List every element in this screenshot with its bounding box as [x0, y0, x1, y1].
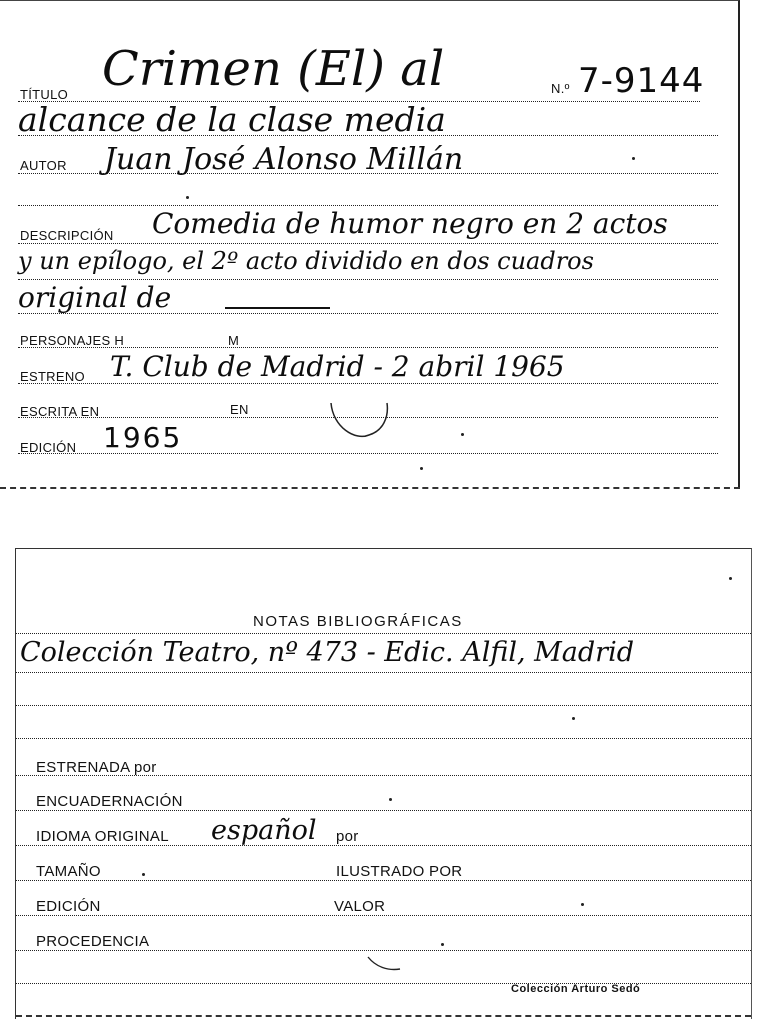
estrenada-label: ESTRENADA por	[36, 759, 157, 776]
rule-line	[18, 279, 718, 280]
rule-line	[16, 880, 751, 881]
titulo-label: TÍTULO	[20, 87, 69, 102]
procedencia-label: PROCEDENCIA	[36, 933, 150, 950]
escrita-en-label: EN	[230, 402, 249, 417]
notas-label: NOTAS BIBLIOGRÁFICAS	[253, 613, 463, 630]
autor-value: Juan José Alonso Millán	[104, 142, 464, 177]
rule-line	[16, 950, 751, 951]
punch-hole-icon	[325, 397, 395, 441]
speck	[420, 467, 423, 470]
card-edge	[16, 1015, 751, 1017]
numero-label: N.º	[551, 81, 570, 96]
speck	[441, 943, 444, 946]
estreno-label: ESTRENO	[20, 369, 85, 384]
encuadernacion-label: ENCUADERNACIÓN	[36, 793, 183, 810]
rule-line	[16, 915, 751, 916]
rule-line	[16, 983, 751, 984]
idioma-label: IDIOMA ORIGINAL	[36, 828, 169, 845]
rule-line	[16, 633, 751, 634]
catalog-card-back	[15, 548, 752, 1019]
descripcion-line1: Comedia de humor negro en 2 actos	[152, 207, 668, 240]
speck	[461, 433, 464, 436]
rule-line	[16, 845, 751, 846]
estreno-value: T. Club de Madrid - 2 abril 1965	[110, 350, 565, 383]
numero-value: 7-9144	[578, 61, 705, 101]
descripcion-label: DESCRIPCIÓN	[20, 228, 114, 243]
personajes-label: PERSONAJES H	[20, 333, 125, 348]
rule-line	[18, 205, 718, 206]
speck	[186, 196, 189, 199]
speck	[389, 798, 392, 801]
edicion-back-label: EDICIÓN	[36, 898, 101, 915]
catalog-card-front	[0, 0, 740, 489]
speck	[142, 873, 145, 876]
titulo-line1: Crimen (El) al	[102, 41, 445, 97]
coleccion-stamp: Colección Arturo Sedó	[511, 983, 641, 995]
speck	[632, 157, 635, 160]
speck	[581, 903, 584, 906]
blank-dash	[225, 307, 330, 309]
idioma-value: español	[211, 815, 317, 846]
personajes-m-label: M	[228, 333, 240, 348]
titulo-line2: alcance de la clase media	[18, 100, 446, 139]
tamano-label: TAMAÑO	[36, 863, 101, 880]
edicion-value: 1965	[103, 421, 183, 454]
rule-line	[18, 243, 718, 244]
speck	[572, 717, 575, 720]
ilustrado-label: ILUSTRADO POR	[336, 863, 463, 880]
rule-line	[18, 383, 718, 384]
descripcion-line2: y un epílogo, el 2º acto dividido en dos cuadros	[18, 247, 594, 275]
rule-line	[16, 705, 751, 706]
edicion-label: EDICIÓN	[20, 440, 77, 455]
rule-line	[16, 672, 751, 673]
rule-line	[16, 810, 751, 811]
punch-mark-icon	[366, 953, 402, 975]
speck	[729, 577, 732, 580]
rule-line	[16, 738, 751, 739]
descripcion-line3: original de	[18, 281, 172, 314]
notas-value: Colección Teatro, nº 473 - Edic. Alfil, Madrid	[20, 637, 634, 668]
valor-label: VALOR	[334, 898, 386, 915]
autor-label: AUTOR	[20, 158, 67, 173]
idioma-por-label: por	[336, 828, 359, 845]
escrita-label: ESCRITA EN	[20, 404, 100, 419]
card-edge	[0, 487, 740, 489]
